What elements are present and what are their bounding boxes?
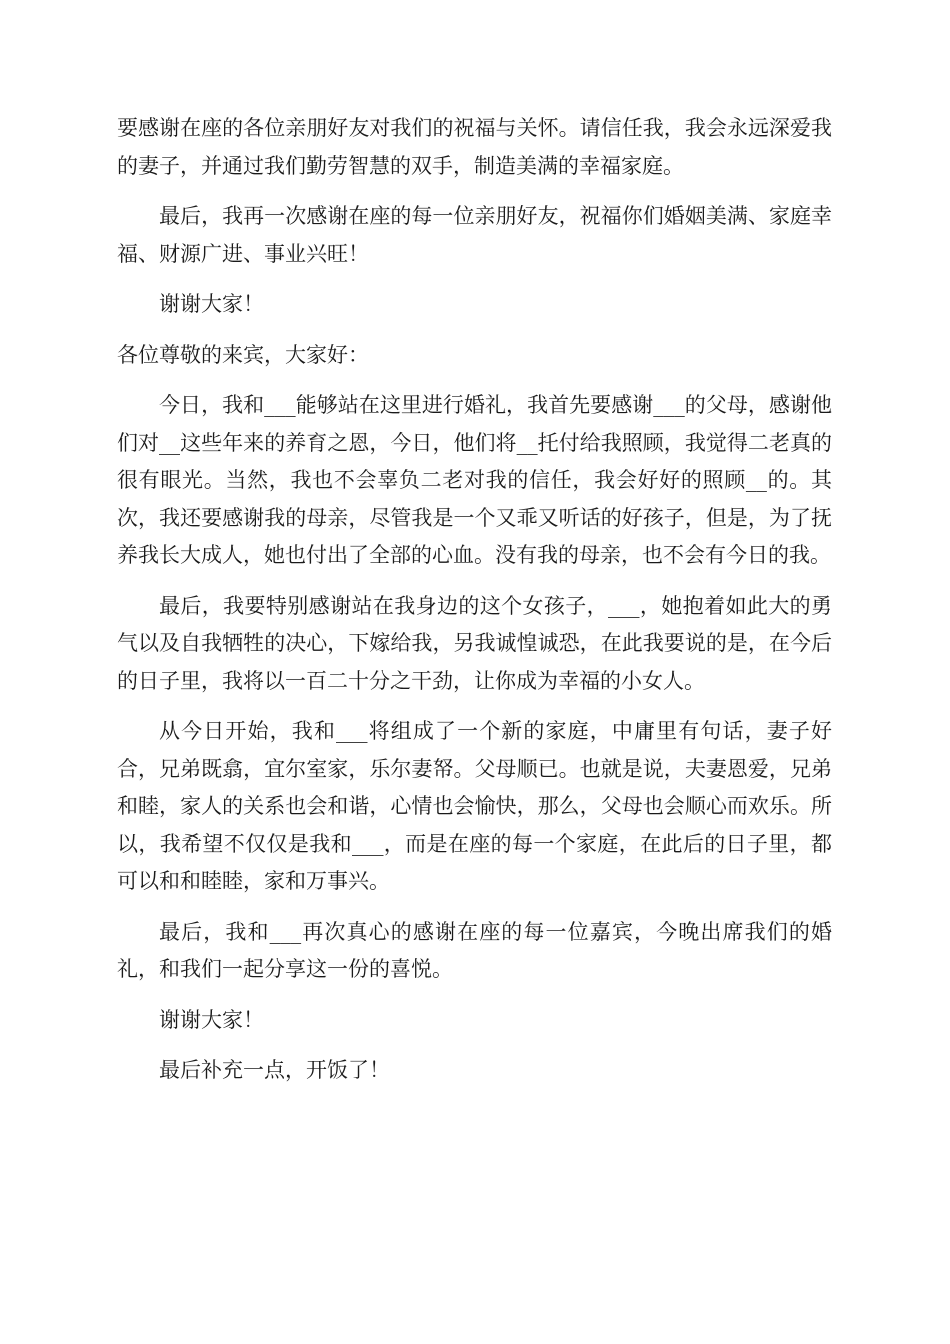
- paragraph-1: 要感谢在座的各位亲朋好友对我们的祝福与关怀。请信任我，我会永远深爱我的妻子，并通过我们勤劳智慧的双手，制造美满的幸福家庭。: [117, 116, 832, 178]
- paragraph-8: 最后，我和___再次真心的感谢在座的每一位嘉宾，今晚出席我们的婚礼，和我们一起分享这一份的喜悦。: [117, 919, 832, 981]
- document-body: [117, 110, 832, 1103]
- paragraph-4: 各位尊敬的来宾，大家好：: [117, 342, 369, 367]
- paragraph-9: 谢谢大家！: [159, 1007, 264, 1032]
- paragraph-7: 从今日开始，我和___将组成了一个新的家庭，中庸里有句话，妻子好合，兄弟既翕，宜尔室家，乐尔妻帑。父母顺已。也就是说，夫妻恩爱，兄弟和睦，家人的关系也会和谐，心情也会愉快，那么，父母也会顺心而欢乐。所以，我希望不仅仅是我和___，而是在座的每一个家庭，在此后的日子里，都可以和和睦睦，家和万事兴。: [117, 719, 832, 893]
- paragraph-6: 最后，我要特别感谢站在我身边的这个女孩子，___，她抱着如此大的勇气以及自我牺牲的决心，下嫁给我，另我诚惶诚恐，在此我要说的是，在今后的日子里，我将以一百二十分之干劲，让你成为幸福的小女人。: [117, 593, 832, 693]
- paragraph-10: 最后补充一点，开饭了！: [159, 1058, 390, 1082]
- paragraph-5: 今日，我和___能够站在这里进行婚礼，我首先要感谢___的父母，感谢他们对__这些年来的养育之恩，今日，他们将__托付给我照顾，我觉得二老真的很有眼光。当然，我也不会辜负二老对我的信任，我会好好的照顾__的。其次，我还要感谢我的母亲，尽管我是一个又乖又听话的好孩子，但是，为了抚养我长大成人，她也付出了全部的心血。没有我的母亲，也不会有今日的我。: [117, 393, 832, 567]
- paragraph-2: 最后，我再一次感谢在座的每一位亲朋好友，祝福你们婚姻美满、家庭幸福、财源广进、事业兴旺！: [117, 204, 832, 266]
- paragraph-3: 谢谢大家！: [159, 292, 264, 316]
